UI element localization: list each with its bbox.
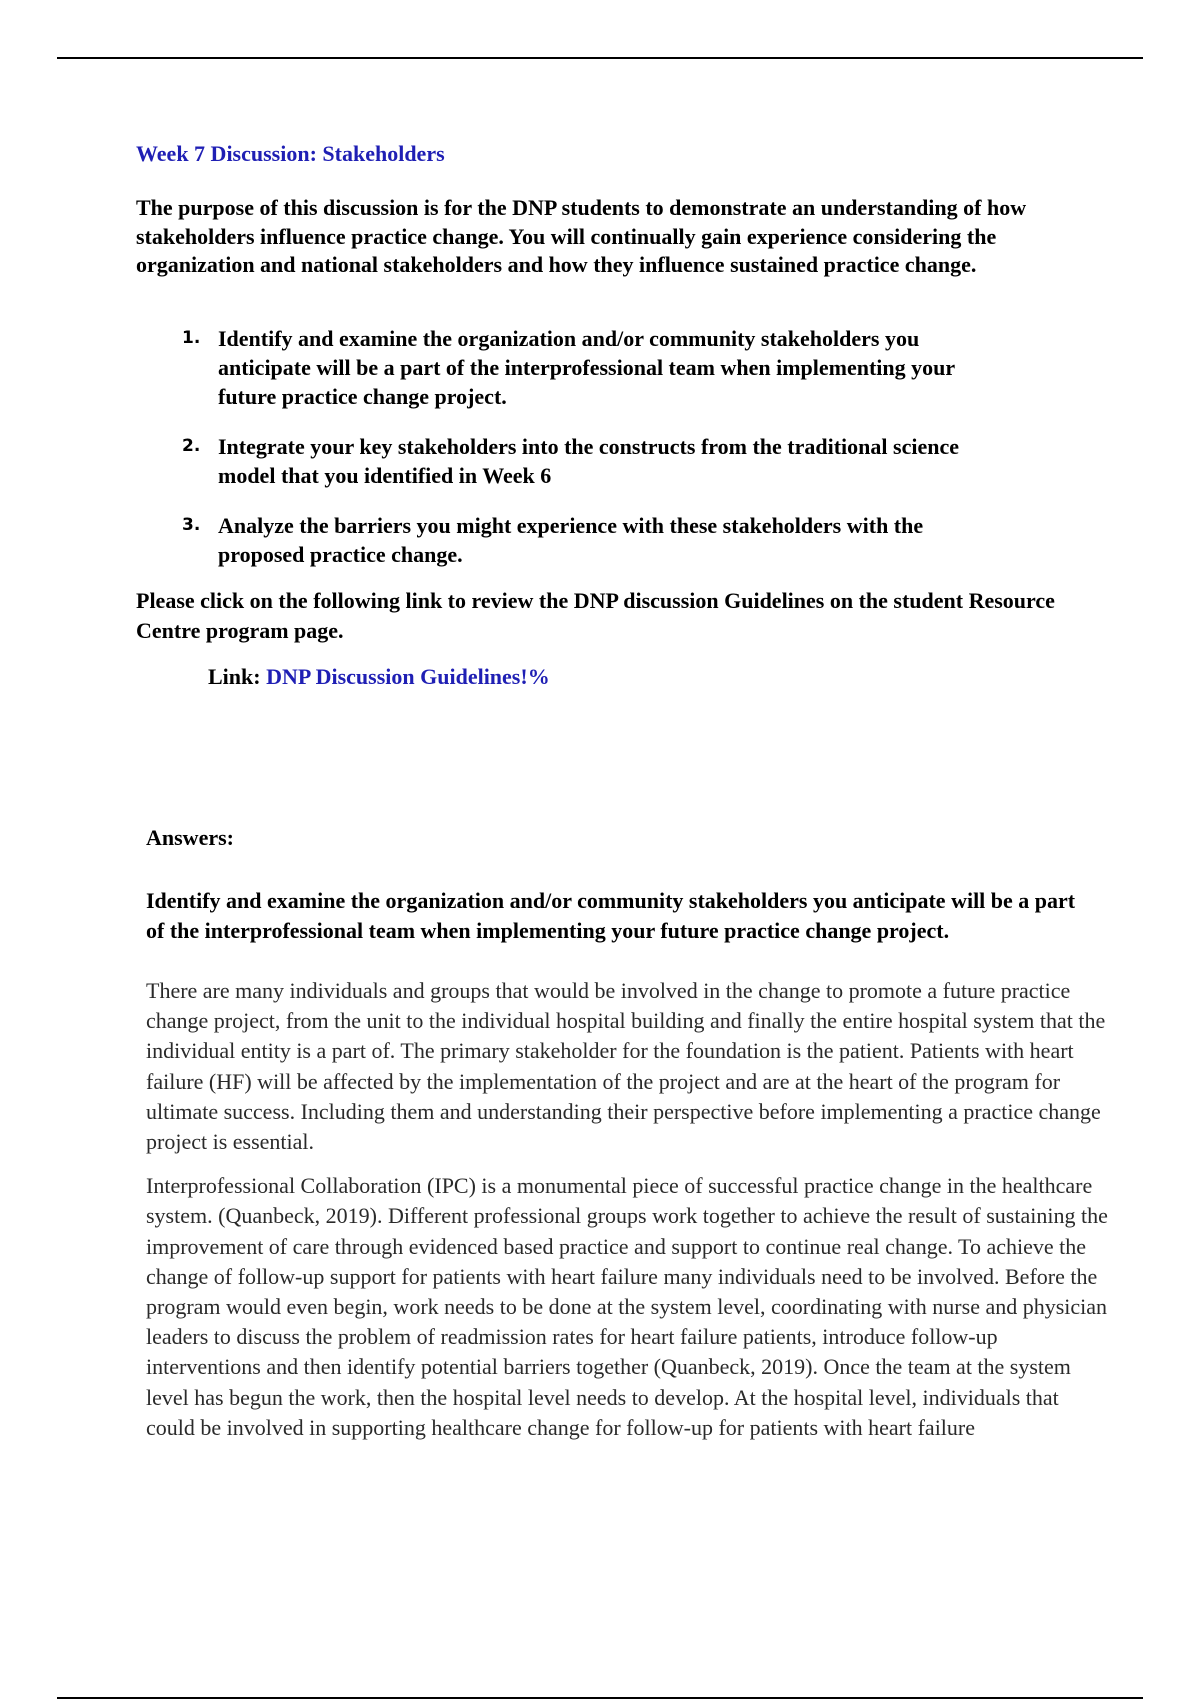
top-rule	[57, 57, 1143, 59]
answers-section	[146, 824, 1106, 1457]
answer-paragraph: There are many individuals and groups that would be involved in the change to promote a future practice change project, from the unit to the individual hospital building and finally the entire hospital system that the individual entity is a part of. The primary stakeholder for the foundation is the patient. Patients with heart failure (HF) will be affected by the implementation of the project and are at the heart of the program for ultimate success. Including them and understanding their perspective before implementing a practice change project is essential.	[146, 978, 1106, 1155]
list-item	[136, 511, 978, 569]
list-item-number: 2.	[182, 435, 201, 456]
assignment-section	[136, 140, 1106, 692]
list-item-number: 1.	[182, 327, 201, 348]
list-item-text: Analyze the barriers you might experience with these stakeholders with the proposed practice change.	[218, 512, 924, 567]
bottom-rule	[57, 1697, 1143, 1699]
list-item-text: Identify and examine the organization and/or community stakeholders you anticipate will be a part of the interprofessional team when implementing your future practice change project.	[218, 325, 955, 409]
list-item	[136, 324, 978, 411]
page-title: Week 7 Discussion: Stakeholders	[136, 141, 445, 166]
link-label: Link:	[208, 663, 261, 689]
intro-paragraph: The purpose of this discussion is for the DNP students to demonstrate an understanding of how stakeholders influence practice change. You will continually gain experience considering the organization and national stakeholders and how they influence sustained practice change.	[136, 195, 1027, 277]
list-item-text: Integrate your key stakeholders into the constructs from the traditional science model that you identified in Week 6	[218, 433, 959, 488]
link-line	[136, 662, 1106, 692]
answer-paragraph: Interprofessional Collaboration (IPC) is a monumental piece of successful practice change in the healthcare system. (Quanbeck, 2019). Different professional groups work together to achieve the result of sustaining the improvement of care through evidenced based practice and support to continue real change. To achieve the change of follow-up support for patients with heart failure many individuals need to be involved. Before the program would even begin, work needs to be done at the system level, coordinating with nurse and physician leaders to discuss the problem of readmission rates for heart failure patients, introduce follow-up interventions and then identify potential barriers together (Quanbeck, 2019). Once the team at the system level has begun the work, then the hospital level needs to develop. At the hospital level, individuals that could be involved in supporting healthcare change for follow-up for patients with heart failure	[146, 1173, 1108, 1440]
question-list	[136, 324, 1106, 569]
answer-question: Identify and examine the organization and/or community stakeholders you anticipate will be a part of the interprofessional team when implementing your future practice change project.	[146, 888, 1076, 943]
list-item	[136, 432, 978, 490]
answers-heading: Answers:	[146, 825, 234, 850]
link-instructions: Please click on the following link to review the DNP discussion Guidelines on the student Resource Centre program page.	[136, 587, 1055, 643]
list-item-number: 3.	[182, 514, 201, 535]
dnp-guidelines-link[interactable]: DNP Discussion Guidelines!%	[266, 663, 550, 689]
